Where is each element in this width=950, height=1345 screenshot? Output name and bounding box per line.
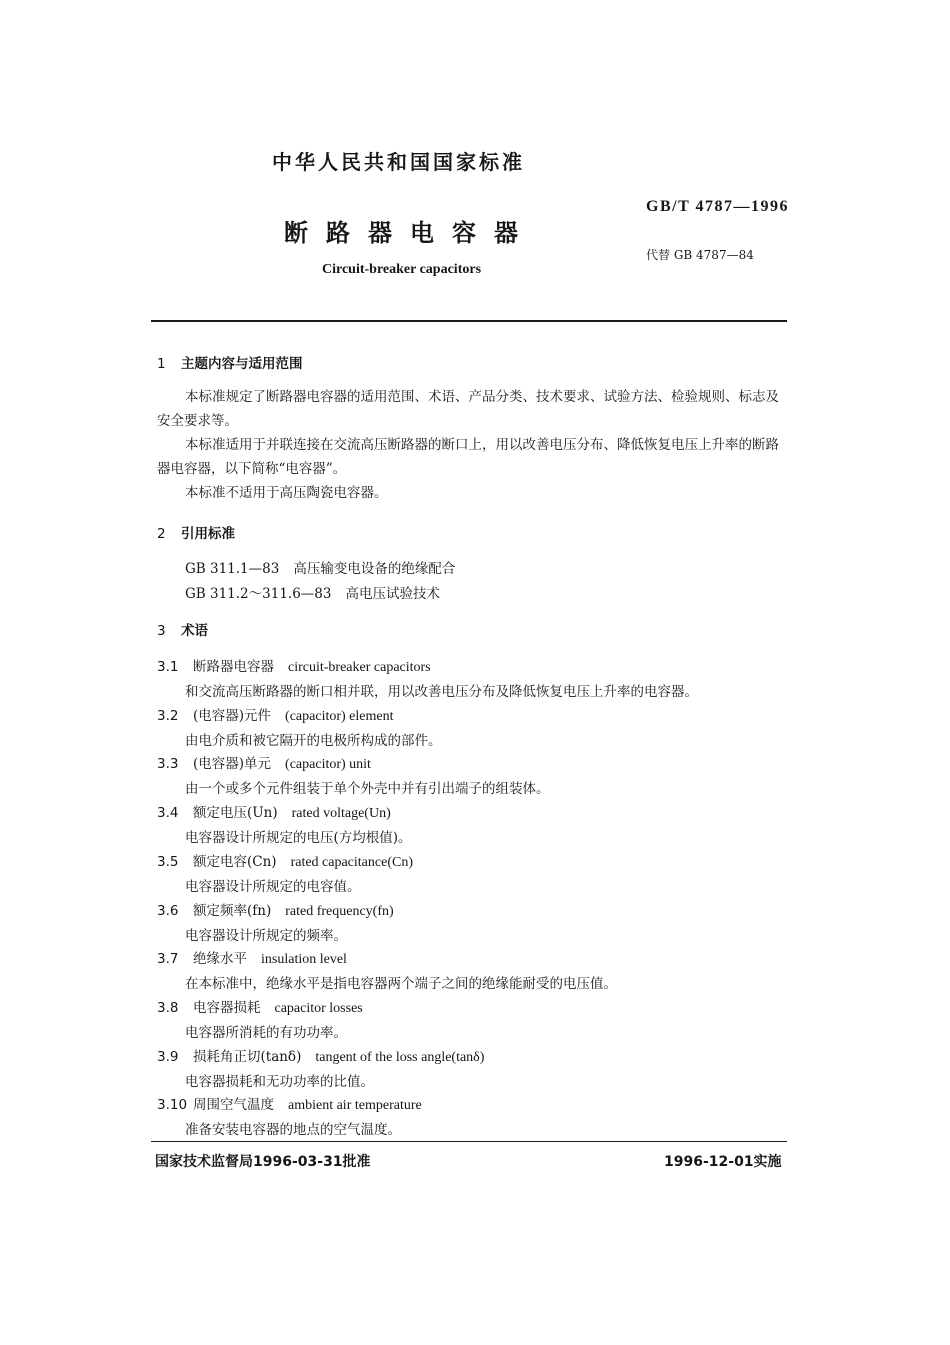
- term-definition: 电容器设计所规定的电压(方均根值)。: [185, 830, 412, 846]
- term-definition: 电容器损耗和无功功率的比值。: [185, 1074, 374, 1090]
- reference-title: 高压输变电设备的绝缘配合: [293, 561, 456, 577]
- term-en: insulation level: [261, 952, 347, 967]
- term-en: capacitor losses: [274, 1001, 363, 1016]
- term-entry: [157, 801, 391, 822]
- section-number: 3: [157, 623, 166, 639]
- term-definition: 由电介质和被它隔开的电极所构成的部件。: [185, 733, 442, 749]
- term-entry: [157, 899, 394, 920]
- term-cn: 额定电压(Un): [193, 805, 278, 821]
- term-number: 3.8: [157, 1000, 179, 1016]
- document-title-en: Circuit-breaker capacitors: [322, 262, 482, 277]
- term-entry: [157, 655, 431, 676]
- replaces-note: 代替 GB 4787—84: [646, 248, 754, 262]
- term-entry: [157, 1093, 422, 1114]
- term-cn: (电容器)元件: [193, 708, 272, 724]
- reference-item: [185, 582, 440, 602]
- term-cn: 周围空气温度: [193, 1097, 274, 1113]
- term-definition: 和交流高压断路器的断口相并联，用以改善电压分布及降低恢复电压上升率的电容器。: [185, 684, 698, 700]
- reference-code: GB 311.1—83: [185, 561, 280, 577]
- paragraph: 本标准规定了断路器电容器的适用范围、术语、产品分类、技术要求、试验方法、检验规则、标志及安全要求等。: [157, 389, 779, 429]
- effective-date: 1996-12-01实施: [664, 1154, 782, 1170]
- term-number: 3.3: [157, 756, 179, 772]
- term-cn: 电容器损耗: [193, 1000, 261, 1016]
- term-en: rated voltage(Un): [291, 806, 391, 821]
- issuing-body: 中华人民共和国国家标准: [272, 150, 525, 174]
- term-definition: 电容器所消耗的有功功率。: [185, 1025, 347, 1041]
- term-number: 3.6: [157, 903, 179, 919]
- header-divider: [151, 320, 787, 322]
- term-entry: [157, 1045, 484, 1066]
- term-entry: [157, 996, 363, 1017]
- section-heading-2: [157, 522, 235, 542]
- reference-code: GB 311.2～311.6—83: [185, 586, 332, 602]
- term-en: ambient air temperature: [288, 1098, 422, 1113]
- paragraph: 本标准不适用于高压陶瓷电容器。: [185, 485, 388, 501]
- section-title: 主题内容与适用范围: [181, 356, 303, 372]
- term-number: 3.10: [157, 1097, 188, 1113]
- term-en: (capacitor) element: [285, 709, 394, 724]
- term-cn: 额定频率(fn): [193, 903, 272, 919]
- section-number: 1: [157, 356, 166, 372]
- document-title-cn: 断路器电容器: [284, 219, 536, 247]
- paragraph: 本标准适用于并联连接在交流高压断路器的断口上，用以改善电压分布、降低恢复电压上升率的断路器电容器，以下简称“电容器”。: [157, 437, 779, 477]
- term-en: circuit-breaker capacitors: [288, 660, 431, 675]
- term-cn: 损耗角正切(tanδ): [193, 1049, 302, 1065]
- term-number: 3.5: [157, 854, 179, 870]
- standard-number: GB/T 4787—1996: [646, 198, 789, 215]
- term-entry: [157, 752, 371, 773]
- term-cn: (电容器)单元: [193, 756, 272, 772]
- footer-divider: [151, 1141, 787, 1142]
- term-en: tangent of the loss angle(tanδ): [315, 1050, 485, 1065]
- term-number: 3.7: [157, 951, 179, 967]
- term-definition: 电容器设计所规定的电容值。: [185, 879, 361, 895]
- term-cn: 额定电容(Cn): [193, 854, 277, 870]
- term-entry: [157, 947, 347, 968]
- reference-item: [185, 557, 455, 577]
- section-title: 引用标准: [181, 526, 235, 542]
- approval-date: 国家技术监督局1996-03-31批准: [155, 1154, 371, 1170]
- term-number: 3.1: [157, 659, 179, 675]
- term-en: rated frequency(fn): [285, 904, 394, 919]
- section-heading-3: [157, 619, 208, 639]
- term-en: (capacitor) unit: [285, 757, 371, 772]
- term-en: rated capacitance(Cn): [290, 855, 413, 870]
- term-cn: 绝缘水平: [193, 951, 247, 967]
- term-number: 3.2: [157, 708, 179, 724]
- section-title: 术语: [181, 623, 208, 639]
- section-number: 2: [157, 526, 166, 542]
- section-heading-1: [157, 352, 303, 372]
- term-cn: 断路器电容器: [193, 659, 274, 675]
- term-definition: 准备安装电容器的地点的空气温度。: [185, 1122, 401, 1138]
- term-definition: 由一个或多个元件组装于单个外壳中并有引出端子的组装体。: [185, 781, 550, 797]
- term-definition: 电容器设计所规定的频率。: [185, 928, 347, 944]
- term-entry: [157, 704, 393, 725]
- term-number: 3.4: [157, 805, 179, 821]
- term-definition: 在本标准中，绝缘水平是指电容器两个端子之间的绝缘能耐受的电压值。: [185, 976, 617, 992]
- term-number: 3.9: [157, 1049, 179, 1065]
- term-entry: [157, 850, 413, 871]
- reference-title: 高电压试验技术: [345, 586, 440, 602]
